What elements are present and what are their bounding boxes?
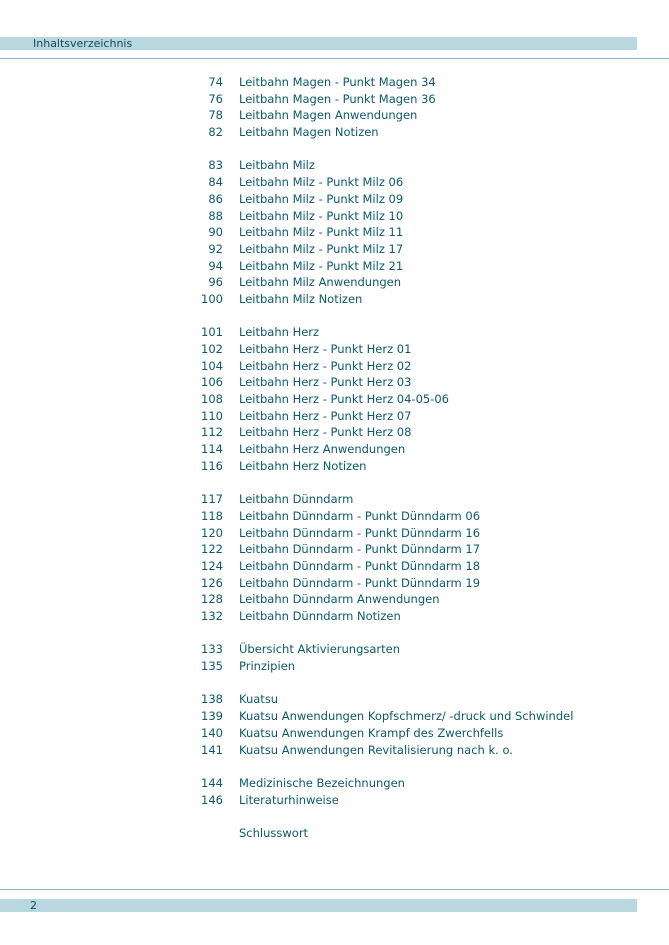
toc-entry[interactable] bbox=[0, 224, 669, 241]
toc-entry-title: Leitbahn Milz - Punkt Milz 11 bbox=[239, 225, 404, 240]
toc-entry-title: Schlusswort bbox=[239, 825, 309, 840]
toc-page-number: 139 bbox=[201, 709, 223, 724]
toc-page-number: 78 bbox=[208, 108, 223, 123]
toc-entry[interactable] bbox=[0, 641, 669, 658]
toc-page-number: 117 bbox=[201, 492, 223, 507]
toc-page-number: 84 bbox=[208, 175, 223, 190]
toc-entry[interactable] bbox=[0, 174, 669, 191]
toc-entry-title: Leitbahn Dünndarm bbox=[239, 492, 354, 507]
toc-entry[interactable] bbox=[0, 157, 669, 174]
toc-entry-title: Leitbahn Herz - Punkt Herz 03 bbox=[239, 375, 412, 390]
toc-entry-title: Medizinische Bezeichnungen bbox=[239, 775, 405, 790]
toc-entry-title: Leitbahn Herz Anwendungen bbox=[239, 442, 406, 457]
toc-entry[interactable] bbox=[0, 91, 669, 108]
toc-entry[interactable] bbox=[0, 408, 669, 425]
toc-entry[interactable] bbox=[0, 74, 669, 91]
toc-entry-title: Leitbahn Herz - Punkt Herz 07 bbox=[239, 408, 412, 423]
toc-entry-title: Leitbahn Magen Notizen bbox=[239, 125, 379, 140]
toc-page-number: 112 bbox=[201, 425, 223, 440]
toc-page-number: 108 bbox=[201, 392, 223, 407]
toc-entry[interactable] bbox=[0, 208, 669, 225]
toc-entry[interactable] bbox=[0, 374, 669, 391]
toc-page-number: 94 bbox=[208, 258, 223, 273]
toc-entry-title: Leitbahn Milz - Punkt Milz 17 bbox=[239, 241, 404, 256]
toc-page-number: 96 bbox=[208, 275, 223, 290]
toc-entry[interactable] bbox=[0, 391, 669, 408]
toc-page-number: 102 bbox=[201, 342, 223, 356]
table-of-contents bbox=[0, 74, 669, 842]
toc-entry[interactable] bbox=[0, 691, 669, 708]
toc-page-number: 114 bbox=[201, 442, 223, 457]
toc-page-number: 82 bbox=[208, 125, 223, 140]
toc-page-number: 100 bbox=[201, 291, 223, 306]
toc-page-number: 76 bbox=[208, 91, 223, 106]
toc-entry-title: Leitbahn Milz Notizen bbox=[239, 291, 363, 306]
toc-entry[interactable] bbox=[0, 608, 669, 625]
toc-entry-title: Leitbahn Herz Notizen bbox=[239, 458, 367, 473]
toc-entry-title: Leitbahn Herz - Punkt Herz 01 bbox=[239, 342, 412, 356]
toc-entry-title: Leitbahn Dünndarm Notizen bbox=[239, 609, 401, 623]
toc-entry[interactable] bbox=[0, 491, 669, 508]
toc-page-number: 146 bbox=[201, 792, 223, 807]
toc-page-number: 120 bbox=[201, 525, 223, 540]
toc-entry-title: Leitbahn Milz Anwendungen bbox=[239, 275, 402, 290]
toc-page-number: 133 bbox=[201, 642, 223, 657]
toc-page-number: 101 bbox=[201, 325, 223, 340]
toc-entry-title: Leitbahn Dünndarm Anwendungen bbox=[239, 592, 440, 607]
toc-entry-title: Leitbahn Dünndarm - Punkt Dünndarm 19 bbox=[239, 575, 481, 590]
toc-page-number: 86 bbox=[208, 191, 223, 206]
toc-entry-title: Leitbahn Herz - Punkt Herz 02 bbox=[239, 358, 412, 373]
toc-page-number: 128 bbox=[201, 592, 223, 607]
toc-entry-title: Leitbahn Magen - Punkt Magen 34 bbox=[239, 75, 436, 89]
toc-entry[interactable] bbox=[0, 558, 669, 575]
toc-entry-title: Leitbahn Milz - Punkt Milz 10 bbox=[239, 208, 404, 223]
toc-entry[interactable] bbox=[0, 742, 669, 759]
toc-entry-title: Leitbahn Dünndarm - Punkt Dünndarm 16 bbox=[239, 525, 481, 540]
toc-entry-title: Leitbahn Magen Anwendungen bbox=[239, 108, 418, 123]
toc-entry[interactable] bbox=[0, 658, 669, 675]
footer-band bbox=[0, 899, 637, 912]
toc-entry-title: Leitbahn Milz - Punkt Milz 06 bbox=[239, 175, 404, 190]
page-number: 2 bbox=[30, 899, 37, 912]
toc-entry-title: Kuatsu Anwendungen Kopfschmerz/ -druck und Schwindel bbox=[239, 709, 574, 724]
toc-entry-title: Leitbahn Herz - Punkt Herz 08 bbox=[239, 425, 412, 440]
toc-entry[interactable] bbox=[0, 124, 669, 141]
toc-page-number: 122 bbox=[201, 542, 223, 557]
toc-entry[interactable] bbox=[0, 191, 669, 208]
toc-page-number: 110 bbox=[201, 408, 223, 423]
toc-page-number: 135 bbox=[201, 659, 223, 674]
toc-page-number: 124 bbox=[201, 558, 223, 573]
toc-entry[interactable] bbox=[0, 575, 669, 592]
toc-entry[interactable] bbox=[0, 725, 669, 742]
toc-entry-title: Prinzipien bbox=[239, 659, 296, 674]
toc-entry[interactable] bbox=[0, 708, 669, 725]
toc-entry[interactable] bbox=[0, 274, 669, 291]
toc-entry-title: Leitbahn Herz - Punkt Herz 04-05-06 bbox=[239, 392, 449, 407]
toc-page-number: 140 bbox=[201, 725, 223, 740]
toc-entry-title: Leitbahn Herz bbox=[239, 325, 320, 340]
toc-entry[interactable] bbox=[0, 107, 669, 124]
toc-page-number: 126 bbox=[201, 575, 223, 590]
toc-entry-title: Leitbahn Milz - Punkt Milz 21 bbox=[239, 258, 404, 273]
toc-entry-title: Leitbahn Magen - Punkt Magen 36 bbox=[239, 91, 436, 106]
toc-page-number: 90 bbox=[208, 225, 223, 240]
toc-entry[interactable] bbox=[0, 341, 669, 358]
toc-entry[interactable] bbox=[0, 525, 669, 542]
toc-page-number: 92 bbox=[208, 241, 223, 256]
toc-entry-title: Leitbahn Milz - Punkt Milz 09 bbox=[239, 191, 404, 206]
toc-page-number: 104 bbox=[201, 358, 223, 373]
toc-entry[interactable] bbox=[0, 441, 669, 458]
toc-entry[interactable] bbox=[0, 458, 669, 475]
toc-entry[interactable] bbox=[0, 324, 669, 341]
footer-divider bbox=[0, 889, 669, 890]
toc-entry[interactable] bbox=[0, 591, 669, 608]
toc-page-number: 83 bbox=[208, 158, 223, 173]
toc-entry[interactable] bbox=[0, 541, 669, 558]
toc-entry[interactable] bbox=[0, 258, 669, 275]
toc-page-number: 74 bbox=[208, 75, 223, 89]
toc-page-number: 141 bbox=[201, 742, 223, 757]
toc-entry-title: Leitbahn Milz bbox=[239, 158, 315, 173]
toc-entry-title: Literaturhinweise bbox=[239, 792, 339, 807]
toc-entry[interactable] bbox=[0, 358, 669, 375]
page-title: Inhaltsverzeichnis bbox=[33, 37, 133, 50]
toc-entry[interactable] bbox=[0, 508, 669, 525]
header-divider bbox=[0, 58, 669, 59]
toc-page-number: 138 bbox=[201, 692, 223, 707]
toc-entry[interactable] bbox=[0, 775, 669, 792]
toc-page-number: 88 bbox=[208, 208, 223, 223]
toc-entry[interactable] bbox=[0, 424, 669, 441]
toc-page-number: 106 bbox=[201, 375, 223, 390]
toc-page-number: 132 bbox=[201, 609, 223, 623]
toc-entry-title: Übersicht Aktivierungsarten bbox=[239, 642, 401, 657]
toc-entry[interactable] bbox=[0, 792, 669, 809]
toc-entry-title: Kuatsu Anwendungen Krampf des Zwerchfells bbox=[239, 725, 504, 740]
toc-entry[interactable] bbox=[0, 825, 669, 842]
toc-entry-title: Leitbahn Dünndarm - Punkt Dünndarm 18 bbox=[239, 558, 481, 573]
toc-entry-title: Kuatsu bbox=[239, 692, 279, 707]
toc-entry-title: Leitbahn Dünndarm - Punkt Dünndarm 06 bbox=[239, 508, 481, 523]
toc-page-number: 144 bbox=[201, 775, 223, 790]
toc-entry[interactable] bbox=[0, 291, 669, 308]
toc-page-number: 118 bbox=[201, 508, 223, 523]
toc-entry[interactable] bbox=[0, 241, 669, 258]
toc-entry-title: Kuatsu Anwendungen Revitalisierung nach k. o. bbox=[239, 742, 513, 757]
toc-page-number: 116 bbox=[201, 458, 223, 473]
toc-entry-title: Leitbahn Dünndarm - Punkt Dünndarm 17 bbox=[239, 542, 481, 557]
